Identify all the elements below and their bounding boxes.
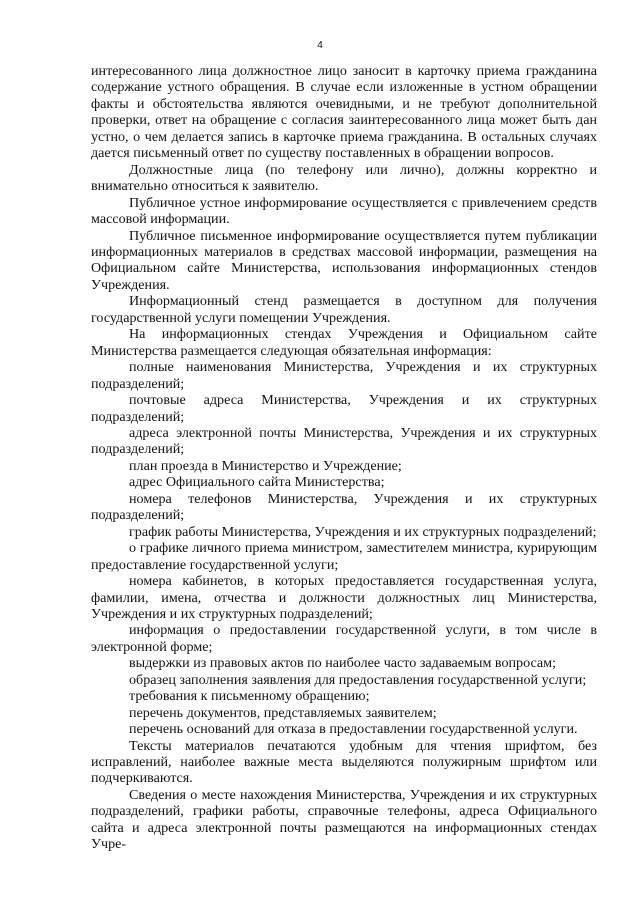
list-item: перечень оснований для отказа в предоставлении государственной услуги.	[129, 721, 578, 738]
paragraph-public-oral-info: Публичное устное информирование осуществляется с привлечением средств массовой информации.	[91, 194, 597, 228]
list-item: выдержки из правовых актов по наиболее часто задаваемым вопросам;	[129, 655, 557, 672]
paragraph-info-stand: Информационный стенд размещается в доступном для получения государственной услуги помещении Учреждения.	[91, 293, 597, 326]
list-item: требования к письменному обращению;	[129, 688, 370, 705]
document-body	[91, 63, 597, 853]
list-item: почтовые адреса Министерства, Учреждения и их структурных подразделений;	[91, 392, 597, 425]
paragraph-continuation: интересованного лица должностное лицо заносит в карточку приема гражданина содержание устного обращения. В случае если изложенные в устном обращении факты и обстоятельства являются очевидными, и не требуют дополнительной проверки, ответ на обращение с согласия заинтересованного лица может быть дан устно, о чем делается запись в карточке приема гражданина. В остальных случаях дается письменный ответ по существу поставленных в обращении вопросов.	[91, 63, 597, 162]
list-item: полные наименования Министерства, Учреждения и их структурных подразделений;	[91, 359, 597, 392]
list-item: образец заполнения заявления для предоставления государственной услуги;	[129, 671, 587, 688]
paragraph-text-formatting: Тексты материалов печатаются удобным для чтения шрифтом, без исправлений, наиболее важные места выделяются полужирным шрифтом или подчеркиваются.	[91, 737, 597, 787]
list-item: перечень документов, представляемых заявителем;	[129, 704, 437, 721]
page-number: 4	[317, 40, 323, 51]
paragraph-public-written-info: Публичное письменное информирование осуществляется путем публикации информационных материалов в средствах массовой информации, размещения на Официальном сайте Министерства, использования информационных стендов Учреждения.	[91, 227, 597, 293]
list-item: график работы Министерства, Учреждения и их структурных подразделений;	[129, 523, 597, 540]
list-item: номера кабинетов, в которых предоставляется государственная услуга, фамилии, имена, отчества и должности должностных лиц Министерства, Учреждения и их структурных подразделений;	[91, 573, 597, 622]
list-item: план проезда в Министерство и Учреждение;	[129, 457, 402, 474]
list-item: адрес Официального сайта Министерства;	[129, 474, 385, 491]
list-item: адреса электронной почты Министерства, Учреждения и их структурных подразделений;	[91, 424, 597, 458]
paragraph-mandatory-info-intro: На информационных стендах Учреждения и Официальном сайте Министерства размещается следующая обязательная информация:	[91, 326, 597, 359]
list-item: о графике личного приема министром, заместителем министра, курирующим предоставление государственной услуги;	[91, 540, 597, 573]
list-item: информация о предоставлении государственной услуги, в том числе в электронной форме;	[91, 622, 597, 655]
list-item: номера телефонов Министерства, Учреждения и их структурных подразделений;	[91, 490, 597, 524]
paragraph-location-info: Сведения о месте нахождения Министерства, Учреждения и их структурных подразделений, графики работы, справочные телефоны, адреса Официального сайта и адреса электронной почты размещаются на информационных стендах Учре-	[91, 786, 597, 853]
paragraph-officials-conduct: Должностные лица (по телефону или лично), должны корректно и внимательно относиться к заявителю.	[91, 161, 597, 195]
